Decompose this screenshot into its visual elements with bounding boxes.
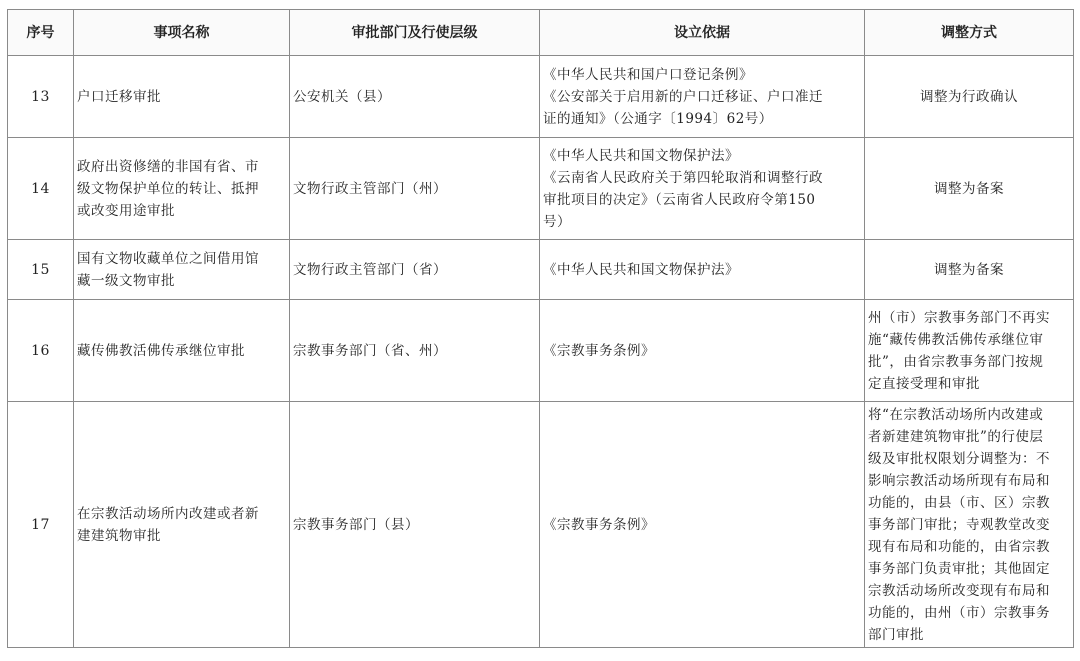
text-line: 户口迁移审批 (77, 88, 161, 105)
basis-cell (540, 300, 865, 402)
table-row (8, 240, 1074, 300)
text-line: 现有布局和功能的，由省宗教 (868, 538, 1050, 555)
method-cell (865, 138, 1074, 240)
basis-cell (540, 240, 865, 300)
text-line: 或改变用途审批 (77, 202, 175, 219)
text-line: 《宗教事务条例》 (543, 516, 655, 533)
text-line: 调整为备案 (934, 261, 1004, 278)
text-line: 调整为备案 (934, 180, 1004, 197)
text-line: 藏传佛教活佛传承继位审批 (77, 342, 245, 359)
dept-cell: 文物行政主管部门（州） (290, 138, 540, 240)
text-line: 部门审批 (868, 626, 924, 643)
text-line: 《云南省人民政府关于第四轮取消和调整行政 (543, 169, 823, 186)
text-line: 事务部门负责审批；其他固定 (868, 560, 1050, 577)
text-line: 功能的，由州（市）宗教事务 (868, 604, 1050, 621)
text-line: 批”，由省宗教事务部门按规 (868, 353, 1044, 370)
text-line: 《中华人民共和国户口登记条例》 (543, 66, 753, 83)
method-cell (865, 402, 1074, 648)
text-line: 《宗教事务条例》 (543, 342, 655, 359)
header-row (8, 10, 1074, 56)
text-line: 施“藏传佛教活佛传承继位审 (868, 331, 1044, 348)
dept-cell: 宗教事务部门（县） (290, 402, 540, 648)
header-basis: 设立依据 (540, 10, 865, 56)
item-name-cell (74, 56, 290, 138)
text-line: 《公安部关于启用新的户口迁移证、户口准迁 (543, 88, 823, 105)
text-line: 将“在宗教活动场所内改建或 (868, 406, 1044, 423)
item-name-cell (74, 402, 290, 648)
seq-cell: 14 (8, 138, 74, 240)
approval-items-table (7, 9, 1074, 648)
item-name-cell (74, 138, 290, 240)
text-line: 在宗教活动场所内改建或者新 (77, 505, 259, 522)
text-line: 建建筑物审批 (77, 527, 161, 544)
text-line: 证的通知》（公通字〔1994〕62号） (543, 110, 773, 127)
seq-cell: 17 (8, 402, 74, 648)
table-row (8, 402, 1074, 648)
method-cell (865, 300, 1074, 402)
text-line: 州（市）宗教事务部门不再实 (868, 309, 1050, 326)
dept-cell: 宗教事务部门（省、州） (290, 300, 540, 402)
text-line: 国有文物收藏单位之间借用馆 (77, 250, 259, 267)
text-line: 《中华人民共和国文物保护法》 (543, 261, 739, 278)
text-line: 宗教活动场所改变现有布局和 (868, 582, 1050, 599)
item-name-cell (74, 300, 290, 402)
text-line: 《中华人民共和国文物保护法》 (543, 147, 739, 164)
header-dept-level: 审批部门及行使层级 (290, 10, 540, 56)
text-line: 影响宗教活动场所现有布局和 (868, 472, 1050, 489)
item-name-cell (74, 240, 290, 300)
text-line: 藏一级文物审批 (77, 272, 175, 289)
text-line: 定直接受理和审批 (868, 375, 980, 392)
text-line: 政府出资修缮的非国有省、市 (77, 158, 259, 175)
table-row (8, 300, 1074, 402)
dept-cell: 公安机关（县） (290, 56, 540, 138)
text-line: 调整为行政确认 (920, 88, 1018, 105)
dept-cell: 文物行政主管部门（省） (290, 240, 540, 300)
header-method: 调整方式 (865, 10, 1074, 56)
text-line: 事务部门审批；寺观教堂改变 (868, 516, 1050, 533)
basis-cell (540, 56, 865, 138)
seq-cell: 15 (8, 240, 74, 300)
text-line: 级及审批权限划分调整为：不 (868, 450, 1050, 467)
basis-cell (540, 402, 865, 648)
seq-cell: 16 (8, 300, 74, 402)
seq-cell: 13 (8, 56, 74, 138)
method-cell (865, 56, 1074, 138)
text-line: 级文物保护单位的转让、抵押 (77, 180, 259, 197)
table-row (8, 138, 1074, 240)
basis-cell (540, 138, 865, 240)
text-line: 审批项目的决定》（云南省人民政府令第150 (543, 191, 816, 208)
table-row (8, 56, 1074, 138)
text-line: 者新建建筑物审批”的行使层 (868, 428, 1044, 445)
text-line: 号） (543, 213, 571, 230)
text-line: 功能的，由县（市、区）宗教 (868, 494, 1050, 511)
method-cell (865, 240, 1074, 300)
header-item-name: 事项名称 (74, 10, 290, 56)
header-seq: 序号 (8, 10, 74, 56)
